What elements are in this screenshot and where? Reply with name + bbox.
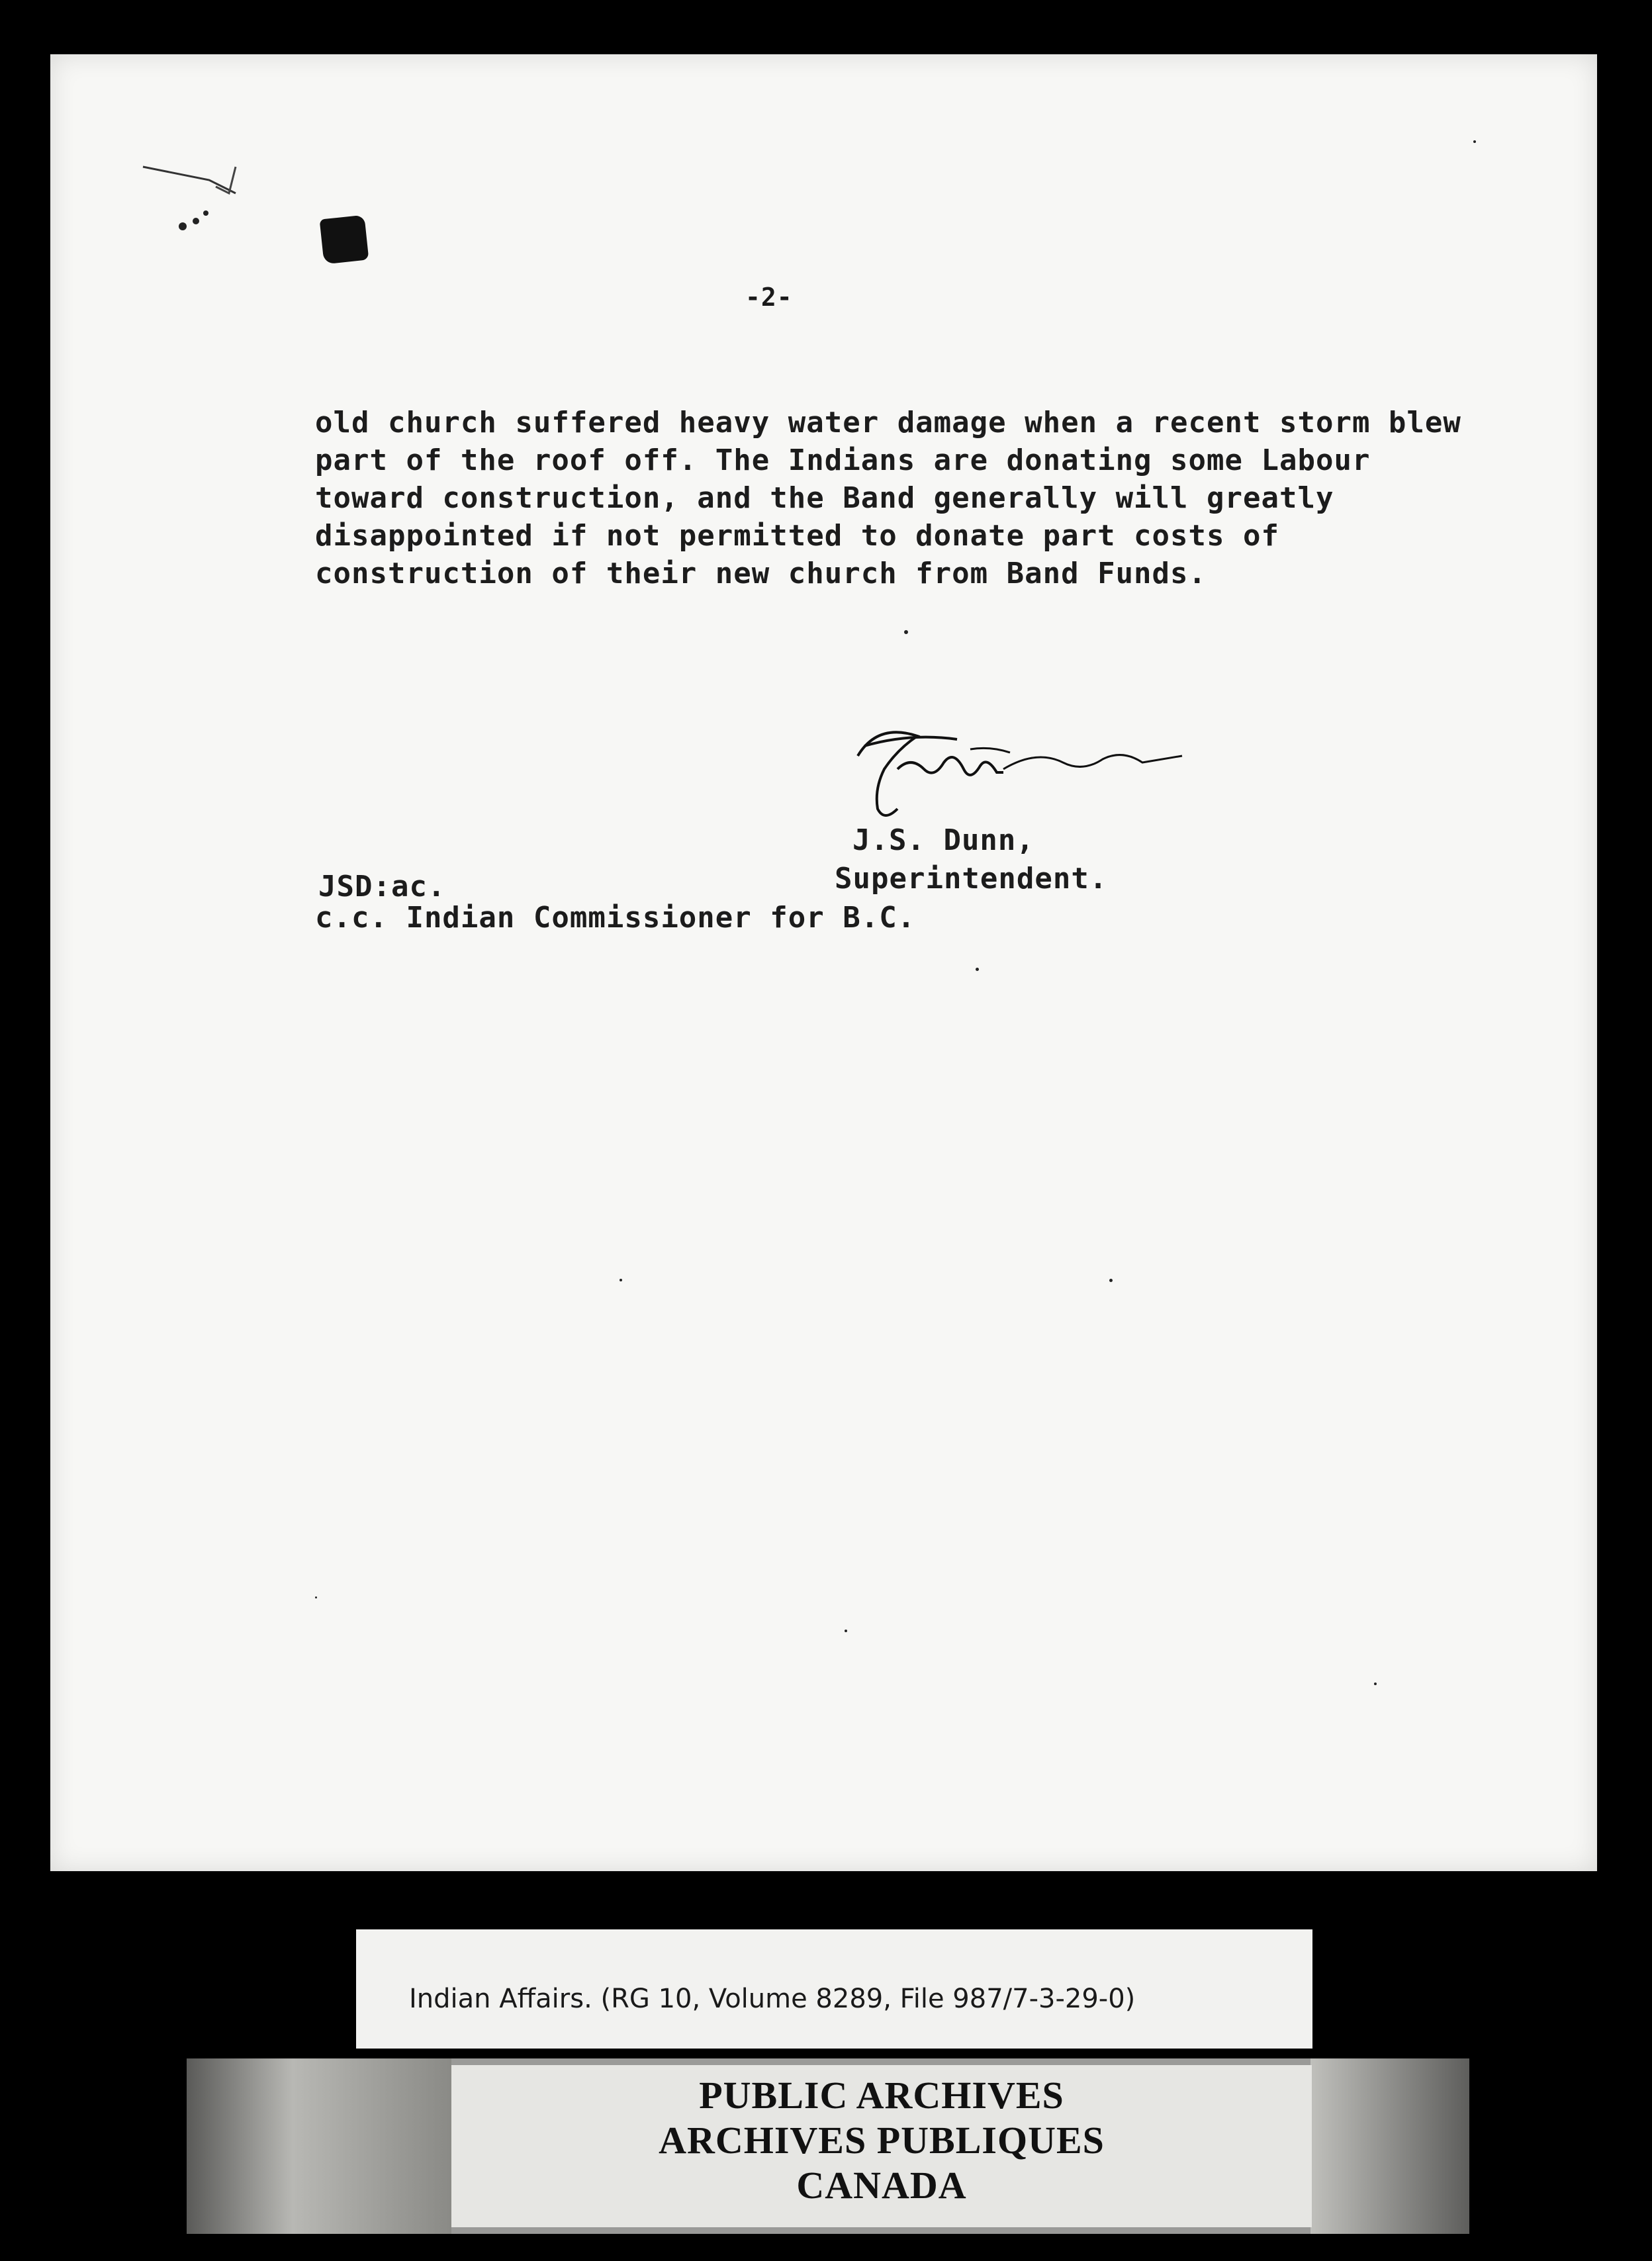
pen-mark	[136, 147, 269, 240]
handwritten-signature	[838, 710, 1195, 829]
body-paragraph	[315, 404, 1573, 592]
speck	[620, 1279, 622, 1281]
reference-initials: JSD:ac.	[318, 870, 446, 903]
document-page	[50, 54, 1597, 1871]
speck	[904, 630, 908, 634]
speck	[845, 1630, 847, 1632]
speck	[1473, 140, 1476, 143]
speck	[976, 968, 979, 971]
body-line: disappointed if not permitted to donate part costs of	[315, 519, 1279, 553]
archive-stamp-line: ARCHIVES PUBLIQUES	[659, 2119, 1105, 2162]
carbon-copy-line: c.c. Indian Commissioner for B.C.	[315, 901, 916, 935]
dark-smudge	[320, 215, 369, 265]
body-line: construction of their new church from Band Funds.	[315, 557, 1207, 590]
speck	[1109, 1279, 1113, 1282]
archive-stamp-line: CANADA	[796, 2164, 967, 2207]
archive-stamp	[451, 2065, 1312, 2227]
signer-title: Superintendent.	[835, 862, 1108, 896]
body-line: toward construction, and the Band generally will greatly	[315, 481, 1334, 515]
body-line: part of the roof off. The Indians are donating some Labour	[315, 443, 1371, 477]
tape-left	[187, 2058, 451, 2234]
archive-stamp-band	[187, 2058, 1469, 2234]
body-line: old church suffered heavy water damage when a recent storm blew	[315, 406, 1461, 439]
tape-right	[1310, 2058, 1469, 2234]
page-number: -2-	[745, 283, 793, 312]
signer-name: J.S. Dunn,	[852, 823, 1034, 857]
speck	[1374, 1683, 1377, 1685]
speck	[315, 1596, 317, 1598]
archival-citation: Indian Affairs. (RG 10, Volume 8289, File 987/7-3-29-0)	[409, 1984, 1136, 2014]
citation-strip	[356, 1929, 1312, 2049]
archive-stamp-line: PUBLIC ARCHIVES	[699, 2074, 1064, 2117]
